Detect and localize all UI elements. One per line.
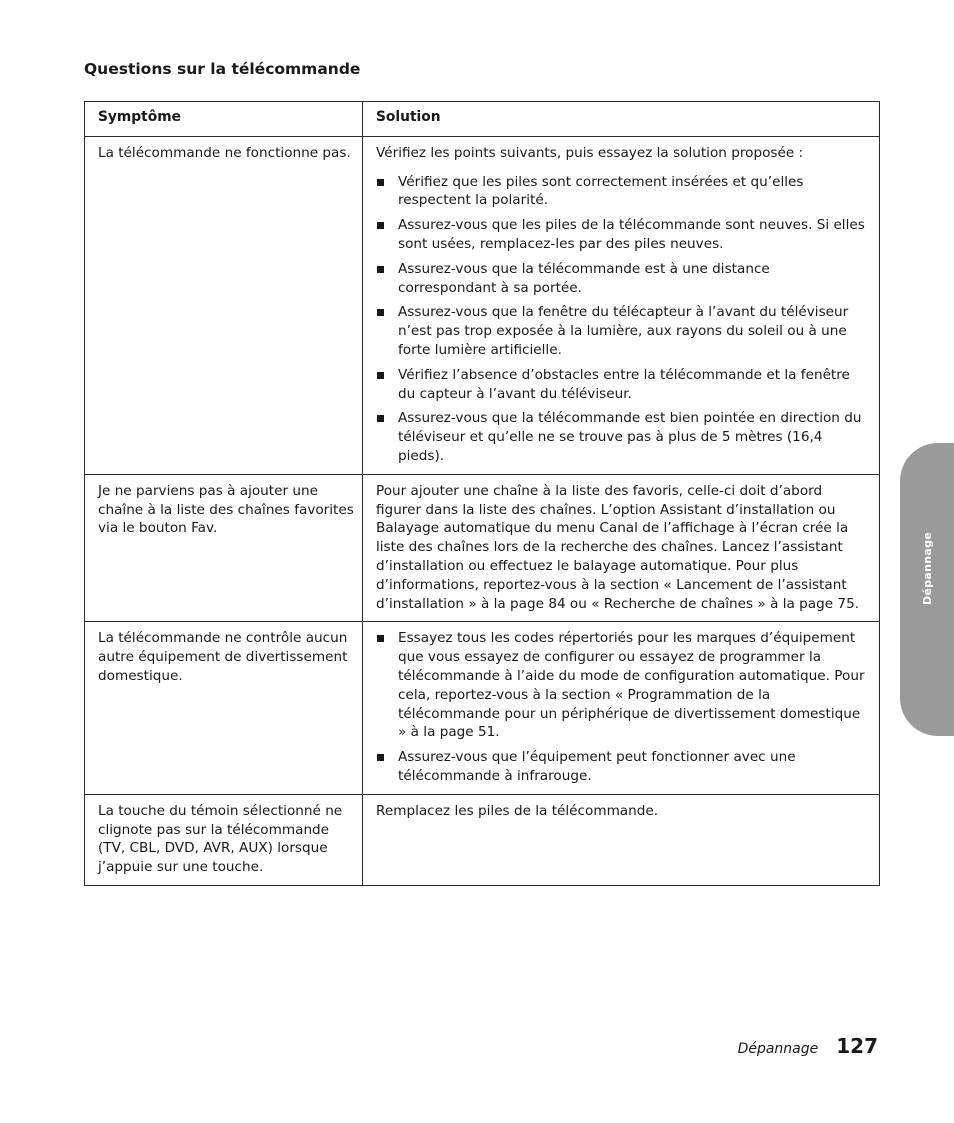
header-symptom: Symptôme (85, 102, 363, 137)
table-row (85, 136, 880, 474)
symptom-cell: Je ne parviens pas à ajouter une chaîne à la liste des chaînes favorites via le bouton Fav. (85, 474, 363, 622)
bullet-square-icon (377, 222, 384, 229)
list-item-text: Assurez-vous que les piles de la télécommande sont neuves. Si elles sont usées, remplacez-les par des piles neuves. (398, 217, 865, 252)
list-item (376, 260, 871, 298)
bullet-square-icon (377, 309, 384, 316)
solution-cell (363, 622, 880, 794)
list-item (376, 629, 871, 742)
symptom-cell: La touche du témoin sélectionné ne clignote pas sur la télécommande (TV, CBL, DVD, AVR, AUX) lorsque j’appuie sur une touche. (85, 794, 363, 885)
list-item (376, 303, 871, 359)
chapter-side-tab-label (922, 575, 934, 605)
header-solution: Solution (363, 102, 880, 137)
list-item (376, 366, 871, 404)
page-number: 127 (836, 1034, 878, 1058)
symptom-cell: La télécommande ne fonctionne pas. (85, 136, 363, 474)
table-header-row (85, 102, 880, 137)
symptom-cell: La télécommande ne contrôle aucun autre équipement de divertissement domestique. (85, 622, 363, 794)
solution-intro: Vérifiez les points suivants, puis essayez la solution proposée : (376, 144, 804, 161)
solution-cell: Pour ajouter une chaîne à la liste des favoris, celle-ci doit d’abord figurer dans la liste des chaînes. L’option Assistant d’installation ou Balayage automatique du menu Canal de l’affichage à l’écran crée la liste des chaînes lors de la recherche des chaînes. Lancez l’assistant d’installation ou effectuez le balayage automatique. Pour plus d’informations, reportez-vous à la section « Lancement de l’assistant d’installation » à la page 84 ou « Recherche de chaînes » à la page 75. (363, 474, 880, 622)
list-item-text: Assurez-vous que la fenêtre du télécapteur à l’avant du téléviseur n’est pas trop exposée à la lumière, aux rayons du soleil ou à une forte lumière artificielle. (398, 304, 849, 358)
troubleshooting-table (84, 101, 880, 886)
bullet-list (376, 173, 871, 466)
list-item (376, 409, 871, 465)
list-item-text: Assurez-vous que la télécommande est bien pointée en direction du téléviseur et qu’elle ne se trouve pas à plus de 5 mètres (16,4 pieds). (398, 410, 862, 464)
footer-section-name: Dépannage (737, 1041, 819, 1057)
solution-cell (363, 136, 880, 474)
bullet-square-icon (377, 266, 384, 273)
list-item-text: Essayez tous les codes répertoriés pour les marques d’équipement que vous essayez de configurer ou essayez de programmer la télécommande à l’aide du mode de configuration automatique. Pour cela, reportez-vous à la section « Programmation de la télécommande pour un périphérique de divertissement domestique » à la page 51. (398, 630, 865, 741)
bullet-square-icon (377, 635, 384, 642)
list-item-text: Vérifiez que les piles sont correctement insérées et qu’elles respectent la polarité. (398, 173, 804, 209)
table-row (85, 474, 880, 622)
bullet-square-icon (377, 372, 384, 379)
list-item (376, 173, 871, 211)
list-item-text: Assurez-vous que la télécommande est à une distance correspondant à sa portée. (398, 260, 770, 296)
bullet-square-icon (377, 754, 384, 761)
list-item-text: Assurez-vous que l’équipement peut fonctionner avec une télécommande à infrarouge. (398, 749, 796, 784)
bullet-list (376, 629, 871, 785)
bullet-square-icon (377, 415, 384, 422)
table-row (85, 794, 880, 885)
page-footer (738, 1034, 878, 1058)
list-item-text: Vérifiez l’absence d’obstacles entre la télécommande et la fenêtre du capteur à l’avant du téléviseur. (398, 366, 850, 402)
solution-cell: Remplacez les piles de la télécommande. (363, 794, 880, 885)
table-row (85, 622, 880, 794)
list-item (376, 216, 871, 254)
section-title: Questions sur la télécommande (84, 60, 361, 78)
list-item (376, 748, 871, 786)
bullet-square-icon (377, 179, 384, 186)
